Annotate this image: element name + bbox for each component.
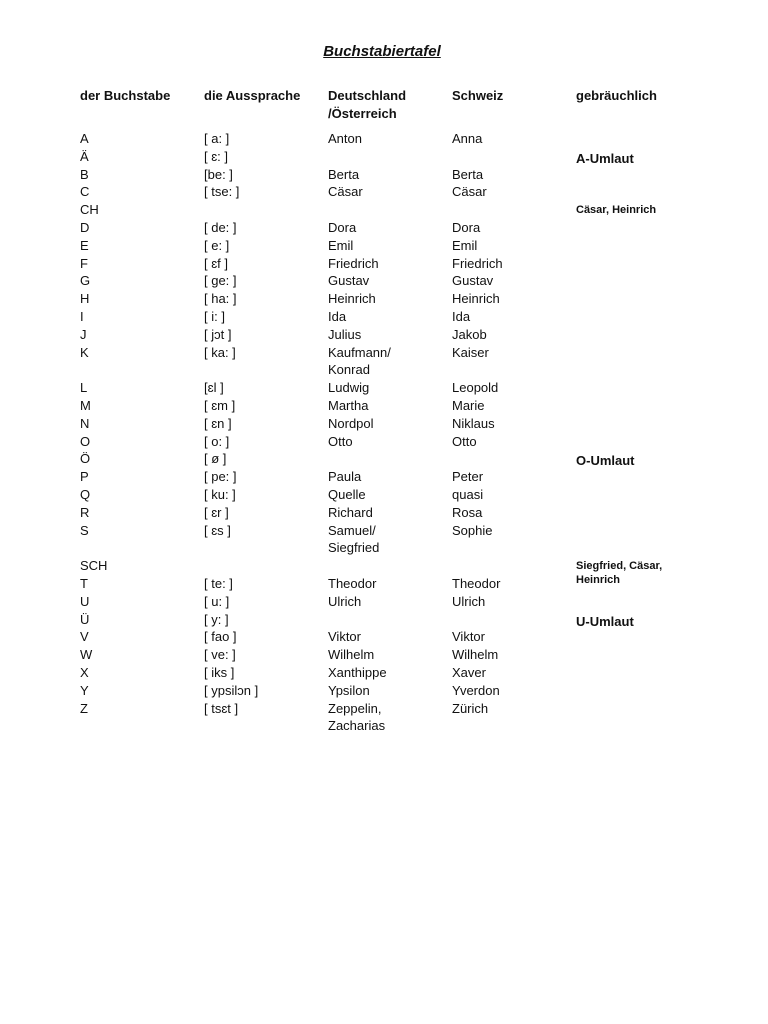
table-row: [0, 575, 768, 593]
germany-austria-cell: [328, 486, 366, 504]
table-row: [0, 183, 768, 201]
switzerland-cell: Kaiser: [452, 344, 489, 360]
common-cell: A-Umlaut: [576, 150, 634, 166]
table-row: [0, 468, 768, 486]
pronunciation-cell: [ ha: ]: [204, 291, 237, 307]
table-row: [0, 700, 768, 736]
letter-cell: S: [80, 522, 89, 538]
pronunciation-cell: [ ge: ]: [204, 273, 237, 289]
germany-austria-line: Ludwig: [328, 380, 370, 396]
germany-austria-cell: [328, 433, 353, 451]
pronunciation-cell: [ o: ]: [204, 433, 230, 449]
letter-cell: SCH: [80, 558, 108, 574]
spelling-table: [0, 130, 768, 735]
germany-austria-cell: [328, 593, 361, 611]
germany-austria-line: Siegfried: [328, 540, 380, 556]
germany-austria-cell: [328, 415, 374, 433]
letter-cell: P: [80, 469, 89, 485]
switzerland-cell: Otto: [452, 433, 477, 449]
letter-cell: H: [80, 291, 90, 307]
germany-austria-line: Julius: [328, 326, 362, 342]
germany-austria-line: Anton: [328, 131, 362, 146]
germany-austria-line: Zacharias: [328, 718, 386, 734]
switzerland-cell: Xaver: [452, 664, 486, 680]
pronunciation-cell: [ ve: ]: [204, 647, 236, 663]
switzerland-cell: Sophie: [452, 522, 493, 538]
letter-cell: F: [80, 255, 88, 271]
table-row: [0, 290, 768, 308]
table-row: [0, 201, 768, 219]
pronunciation-cell: [ te: ]: [204, 575, 233, 591]
germany-austria-cell: [328, 664, 387, 682]
table-row: [0, 433, 768, 451]
letter-cell: A: [80, 131, 89, 146]
table-row: [0, 415, 768, 433]
letter-cell: M: [80, 397, 91, 413]
pronunciation-cell: [ e: ]: [204, 237, 230, 253]
pronunciation-cell: [ ka: ]: [204, 344, 236, 360]
germany-austria-cell: [328, 700, 385, 736]
letter-cell: X: [80, 664, 89, 680]
header-austria-line: /Österreich: [328, 106, 397, 121]
letter-cell: W: [80, 647, 93, 663]
letter-cell: G: [80, 273, 91, 289]
pronunciation-cell: [ i: ]: [204, 308, 225, 324]
germany-austria-cell: [328, 397, 368, 415]
germany-austria-line: Gustav: [328, 273, 370, 289]
table-row: [0, 130, 768, 148]
germany-austria-cell: [328, 468, 361, 486]
table-row: [0, 593, 768, 611]
germany-austria-line: Nordpol: [328, 415, 374, 431]
letter-cell: Y: [80, 682, 89, 698]
header-germany-line: Deutschland: [328, 88, 407, 103]
letter-cell: Ö: [80, 451, 91, 467]
table-row: [0, 486, 768, 504]
germany-austria-cell: [328, 272, 369, 290]
switzerland-cell: Ulrich: [452, 593, 486, 609]
germany-austria-cell: [328, 682, 370, 700]
table-row: [0, 272, 768, 290]
table-row: [0, 397, 768, 415]
letter-cell: O: [80, 433, 91, 449]
pronunciation-cell: [ y: ]: [204, 611, 229, 627]
pronunciation-cell: [ tsɛt ]: [204, 700, 239, 716]
letter-cell: B: [80, 166, 89, 182]
common-cell: Cäsar, Heinrich: [576, 204, 657, 217]
pronunciation-cell: [ ɛs ]: [204, 522, 231, 538]
pronunciation-cell: [ ɛm ]: [204, 397, 236, 413]
common-cell: O-Umlaut: [576, 453, 635, 469]
letter-cell: K: [80, 344, 89, 360]
letter-cell: D: [80, 219, 90, 235]
germany-austria-cell: [328, 646, 374, 664]
letter-cell: CH: [80, 202, 99, 218]
pronunciation-cell: [ u: ]: [204, 593, 230, 609]
germany-austria-cell: [328, 166, 359, 184]
letter-cell: L: [80, 380, 88, 396]
header-germany-austria: [328, 87, 406, 123]
letter-cell: Z: [80, 700, 88, 716]
switzerland-cell: Theodor: [452, 575, 501, 591]
switzerland-cell: Heinrich: [452, 291, 500, 307]
switzerland-cell: Friedrich: [452, 255, 503, 271]
germany-austria-cell: [328, 183, 363, 201]
table-row: [0, 379, 768, 397]
germany-austria-cell: [328, 130, 362, 148]
table-row: [0, 646, 768, 664]
germany-austria-line: Otto: [328, 433, 353, 449]
header-common: gebräuchlich: [576, 88, 657, 103]
germany-austria-cell: [328, 575, 376, 593]
germany-austria-line: Xanthippe: [328, 664, 387, 680]
germany-austria-line: Kaufmann/: [328, 344, 391, 360]
switzerland-cell: Anna: [452, 131, 483, 146]
germany-austria-line: Heinrich: [328, 291, 376, 307]
switzerland-cell: Zürich: [452, 700, 489, 716]
germany-austria-line: Wilhelm: [328, 647, 375, 663]
switzerland-cell: Wilhelm: [452, 647, 499, 663]
germany-austria-line: Samuel/: [328, 522, 376, 538]
table-row: [0, 682, 768, 700]
switzerland-cell: Emil: [452, 237, 478, 253]
germany-austria-line: Konrad: [328, 362, 370, 378]
switzerland-cell: Cäsar: [452, 184, 487, 200]
letter-cell: V: [80, 629, 89, 645]
germany-austria-cell: [328, 219, 356, 237]
germany-austria-line: Martha: [328, 397, 369, 413]
letter-cell: Q: [80, 486, 91, 502]
page-title: Buchstabiertafel: [323, 43, 441, 60]
pronunciation-cell: [ iks ]: [204, 664, 235, 680]
germany-austria-line: Theodor: [328, 575, 377, 591]
switzerland-cell: Peter: [452, 469, 484, 485]
germany-austria-line: Paula: [328, 469, 362, 485]
germany-austria-line: Berta: [328, 166, 360, 182]
switzerland-cell: quasi: [452, 486, 484, 502]
common-cell: U-Umlaut: [576, 613, 634, 629]
table-row: [0, 148, 768, 166]
table-row: [0, 166, 768, 184]
switzerland-cell: Viktor: [452, 629, 485, 645]
header-letter: der Buchstabe: [80, 88, 171, 103]
switzerland-cell: Leopold: [452, 380, 499, 396]
table-row: [0, 326, 768, 344]
germany-austria-line: Richard: [328, 504, 373, 520]
germany-austria-line: Cäsar: [328, 184, 363, 200]
header-pronunciation: die Aussprache: [204, 88, 301, 103]
pronunciation-cell: [ ku: ]: [204, 486, 236, 502]
letter-cell: I: [80, 308, 84, 324]
table-row: [0, 308, 768, 326]
germany-austria-cell: [328, 379, 369, 397]
table-row: [0, 628, 768, 646]
table-row: [0, 611, 768, 629]
germany-austria-line: Emil: [328, 237, 354, 253]
table-row: [0, 219, 768, 237]
germany-austria-line: Friedrich: [328, 255, 379, 271]
pronunciation-cell: [ ɛr ]: [204, 504, 229, 520]
switzerland-cell: Yverdon: [452, 682, 500, 698]
switzerland-cell: Marie: [452, 397, 485, 413]
table-row: [0, 344, 768, 380]
letter-cell: C: [80, 184, 90, 200]
germany-austria-cell: [328, 344, 391, 380]
letter-cell: R: [80, 504, 90, 520]
switzerland-cell: Berta: [452, 166, 484, 182]
pronunciation-cell: [ pe: ]: [204, 469, 237, 485]
pronunciation-cell: [ fao ]: [204, 629, 237, 645]
pronunciation-cell: [ ypsilɔn ]: [204, 682, 259, 698]
letter-cell: J: [80, 326, 87, 342]
germany-austria-cell: [328, 628, 361, 646]
table-row: [0, 664, 768, 682]
germany-austria-cell: [328, 290, 376, 308]
germany-austria-line: Viktor: [328, 629, 361, 645]
germany-austria-line: Ulrich: [328, 593, 362, 609]
pronunciation-cell: [ ɛ: ]: [204, 148, 229, 164]
pronunciation-cell: [ a: ]: [204, 131, 230, 146]
pronunciation-cell: [ jɔt ]: [204, 326, 232, 342]
switzerland-cell: Ida: [452, 308, 471, 324]
switzerland-cell: Dora: [452, 219, 481, 235]
letter-cell: T: [80, 575, 88, 591]
germany-austria-cell: [328, 522, 379, 558]
germany-austria-line: Dora: [328, 219, 357, 235]
germany-austria-cell: [328, 237, 353, 255]
germany-austria-cell: [328, 308, 346, 326]
letter-cell: Ä: [80, 148, 89, 164]
pronunciation-cell: [ de: ]: [204, 219, 237, 235]
pronunciation-cell: [ tse: ]: [204, 184, 240, 200]
germany-austria-line: Quelle: [328, 486, 366, 502]
switzerland-cell: Gustav: [452, 273, 494, 289]
letter-cell: N: [80, 415, 90, 431]
table-row: [0, 450, 768, 468]
letter-cell: E: [80, 237, 89, 253]
pronunciation-cell: [ ɛn ]: [204, 415, 232, 431]
germany-austria-line: Ypsilon: [328, 682, 370, 698]
table-row: [0, 255, 768, 273]
pronunciation-cell: [ɛl ]: [204, 380, 224, 396]
letter-cell: U: [80, 593, 90, 609]
pronunciation-cell: [ ɛf ]: [204, 255, 229, 271]
header-switzerland: Schweiz: [452, 88, 504, 103]
switzerland-cell: Rosa: [452, 504, 483, 520]
germany-austria-line: Ida: [328, 308, 347, 324]
germany-austria-cell: [328, 504, 373, 522]
table-row: [0, 522, 768, 558]
germany-austria-cell: [328, 326, 361, 344]
common-cell: Siegfried, Cäsar, Heinrich: [576, 560, 663, 587]
switzerland-cell: Niklaus: [452, 415, 495, 431]
germany-austria-cell: [328, 255, 379, 273]
table-row: [0, 237, 768, 255]
pronunciation-cell: [ ø ]: [204, 451, 227, 467]
pronunciation-cell: [be: ]: [204, 166, 233, 182]
switzerland-cell: Jakob: [452, 326, 487, 342]
letter-cell: Ü: [80, 611, 90, 627]
table-row: [0, 504, 768, 522]
germany-austria-line: Zeppelin,: [328, 700, 382, 716]
